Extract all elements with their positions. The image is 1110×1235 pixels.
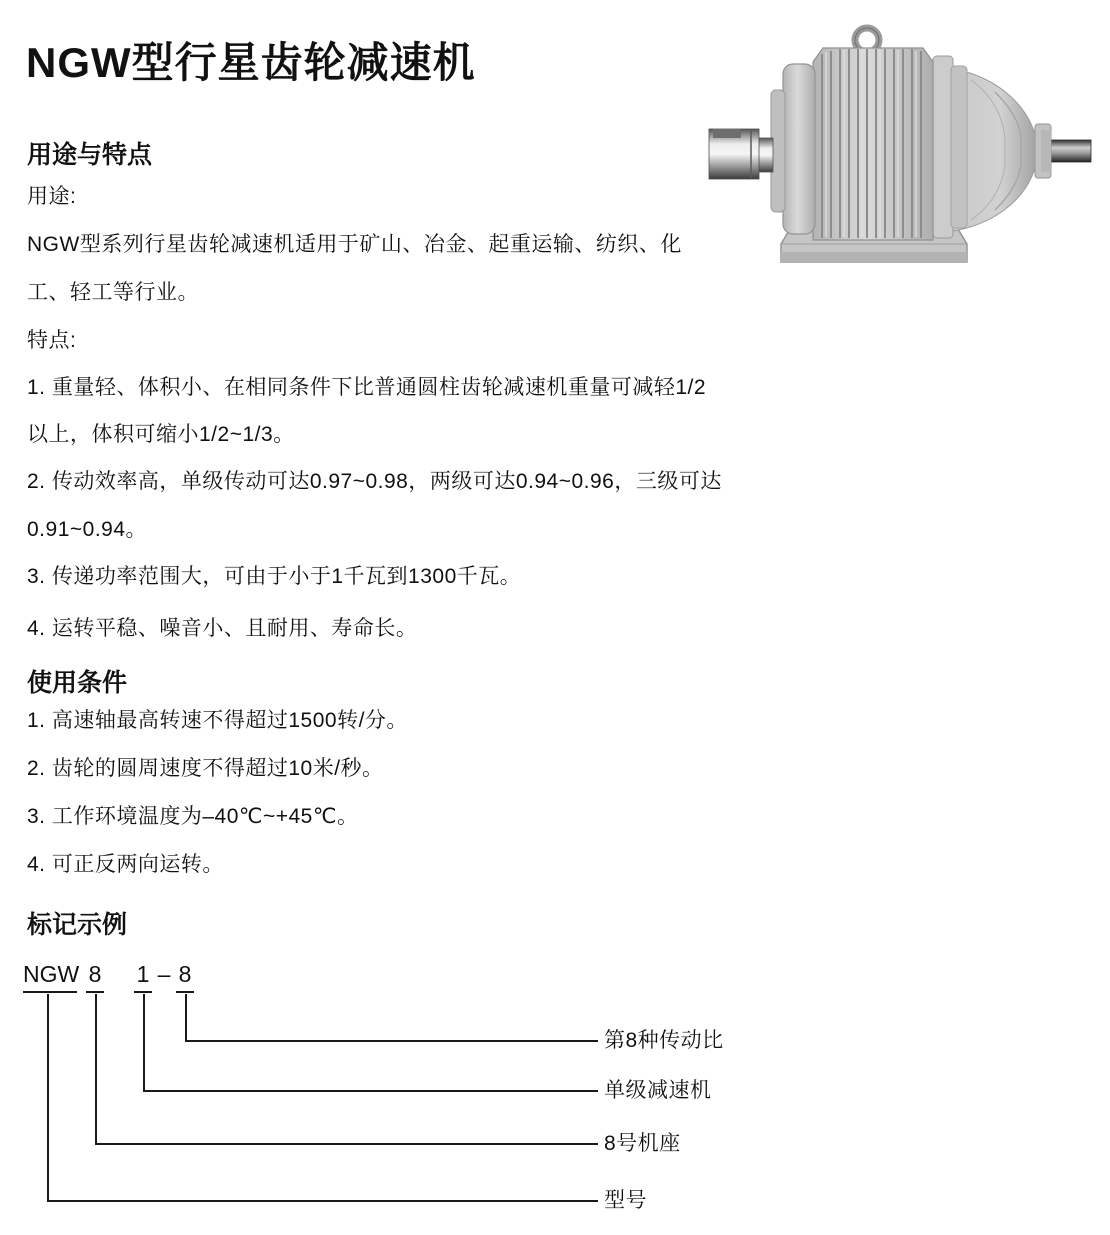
code-ratio: 8 <box>176 961 194 993</box>
callout-label-frame: 8号机座 <box>604 1132 681 1155</box>
section-heading-marking: 标记示例 <box>27 911 128 939</box>
input-shaft <box>709 129 773 179</box>
features-line: 0.91~0.94。 <box>27 518 148 541</box>
callout-label-model: 型号 <box>604 1189 647 1212</box>
features-line: NGW型系列行星齿轮减速机适用于矿山、冶金、起重运输、纺织、化 <box>27 233 682 256</box>
conditions-line: 1. 高速轴最高转速不得超过1500转/分。 <box>27 709 408 732</box>
output-collar <box>1035 124 1051 178</box>
features-line: 1. 重量轻、体积小、在相同条件下比普通圆柱齿轮减速机重量可减轻1/2 <box>27 376 707 399</box>
input-end-discs <box>771 64 815 234</box>
features-line: 特点: <box>27 329 77 352</box>
page-title: NGW型行星齿轮减速机 <box>26 39 476 86</box>
code-stage: 1 <box>134 961 152 993</box>
output-shaft <box>1047 140 1091 162</box>
features-line: 工、轻工等行业。 <box>27 281 199 304</box>
callout-label-ratio: 第8种传动比 <box>604 1029 724 1052</box>
features-line: 3. 传递功率范围大，可由于小于1千瓦到1300千瓦。 <box>27 565 522 588</box>
product-photo <box>695 18 1100 270</box>
section-heading-conditions: 使用条件 <box>27 669 128 697</box>
stepped-rings <box>933 56 967 238</box>
callout-line-model <box>47 994 598 1202</box>
code-frame: 8 <box>86 961 104 993</box>
features-line: 以上，体积可缩小1/2~1/3。 <box>27 423 295 446</box>
conditions-line: 2. 齿轮的圆周速度不得超过10米/秒。 <box>27 757 384 780</box>
features-line: 用途: <box>27 185 77 208</box>
features-line: 4. 运转平稳、噪音小、且耐用、寿命长。 <box>27 617 418 640</box>
conditions-line: 3. 工作环境温度为–40℃~+45℃。 <box>27 805 359 828</box>
features-line: 2. 传动效率高，单级传动可达0.97~0.98，两级可达0.94~0.96，三级可达 <box>27 470 722 493</box>
ribbed-housing <box>813 48 933 240</box>
code-dash: – <box>157 961 171 987</box>
callout-label-stage: 单级减速机 <box>604 1079 712 1102</box>
conditions-line: 4. 可正反两向运转。 <box>27 853 224 876</box>
section-heading-features: 用途与特点 <box>27 141 153 169</box>
code-model: NGW <box>23 961 77 993</box>
